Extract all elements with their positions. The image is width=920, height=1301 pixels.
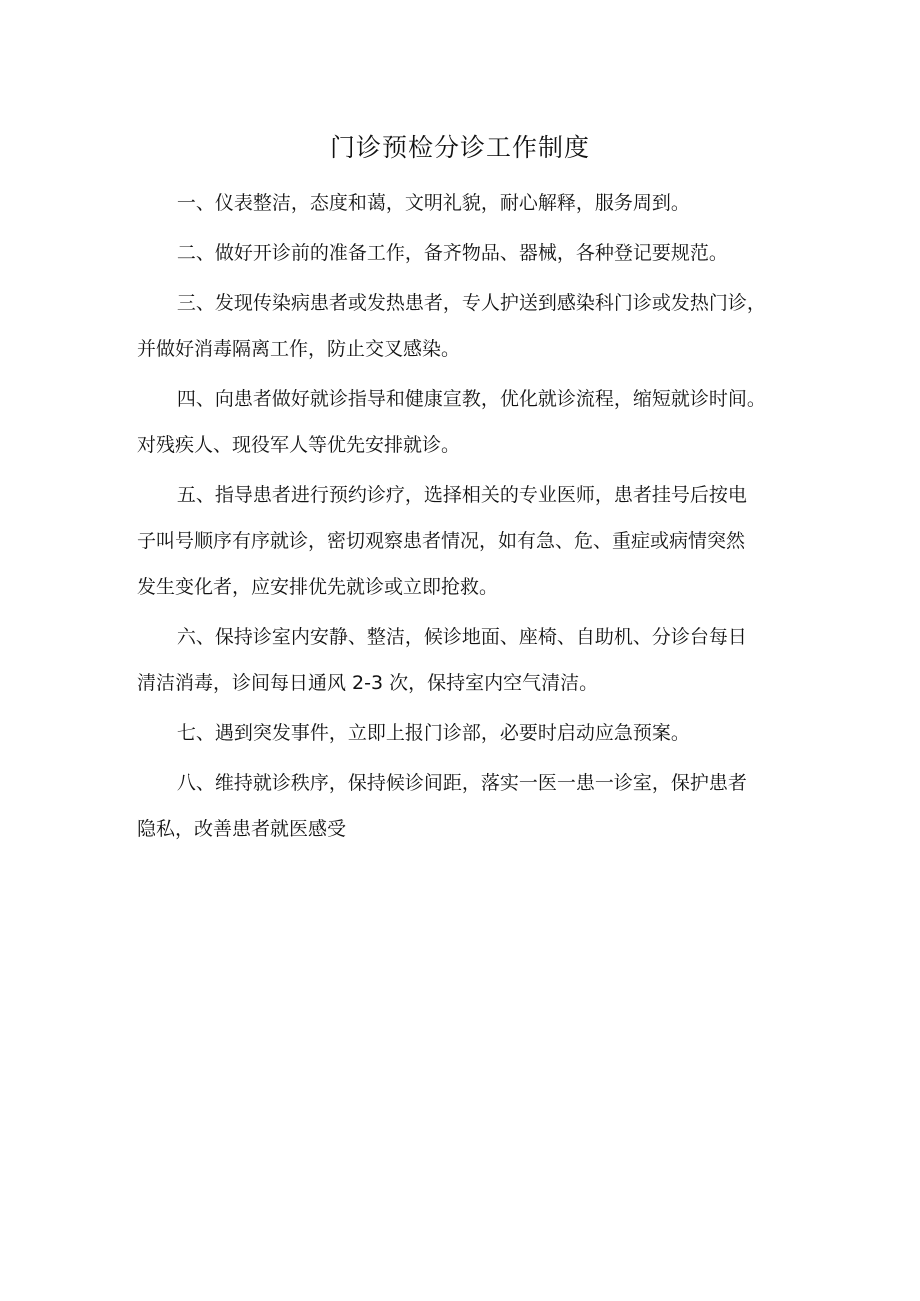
document-body xyxy=(137,180,792,852)
document-title: 门诊预检分诊工作制度 xyxy=(329,133,590,162)
paragraph-3 xyxy=(137,280,792,372)
paragraph-line: 发生变化者，应安排优先就诊或立即抢救。 xyxy=(137,576,499,598)
paragraph-line: 三、发现传染病患者或发热患者，专人护送到感染科门诊或发热门诊， xyxy=(176,292,766,314)
paragraph-7 xyxy=(137,710,792,756)
paragraph-8 xyxy=(137,760,792,852)
paragraph-line: 清洁消毒，诊间每日通风 2-3 次，保持室内空气清洁。 xyxy=(137,672,599,694)
paragraph-line: 一、仪表整洁，态度和蔼，文明礼貌，耐心解释，服务周到。 xyxy=(176,192,690,214)
paragraph-line: 七、遇到突发事件，立即上报门诊部，必要时启动应急预案。 xyxy=(176,722,690,744)
paragraph-1 xyxy=(137,180,792,226)
paragraph-line: 五、指导患者进行预约诊疗，选择相关的专业医师，患者挂号后按电 xyxy=(176,484,747,506)
paragraph-line: 子叫号顺序有序就诊，密切观察患者情况，如有急、危、重症或病情突然 xyxy=(137,530,746,552)
paragraph-line: 隐私，改善患者就医感受 xyxy=(137,818,347,840)
paragraph-6 xyxy=(137,614,792,706)
paragraph-4 xyxy=(137,376,792,468)
paragraph-line: 并做好消毒隔离工作，防止交叉感染。 xyxy=(137,338,461,360)
paragraph-line: 八、维持就诊秩序，保持候诊间距，落实一医一患一诊室，保护患者 xyxy=(176,772,747,794)
paragraph-5 xyxy=(137,472,792,610)
paragraph-line: 对残疾人、现役军人等优先安排就诊。 xyxy=(137,434,461,456)
paragraph-line: 二、做好开诊前的准备工作，备齐物品、器械，各种登记要规范。 xyxy=(176,242,728,264)
paragraph-line: 六、保持诊室内安静、整洁，候诊地面、座椅、自助机、分诊台每日 xyxy=(176,626,747,648)
paragraph-2 xyxy=(137,230,792,276)
paragraph-line: 四、向患者做好就诊指导和健康宣教，优化就诊流程，缩短就诊时间。 xyxy=(176,388,766,410)
